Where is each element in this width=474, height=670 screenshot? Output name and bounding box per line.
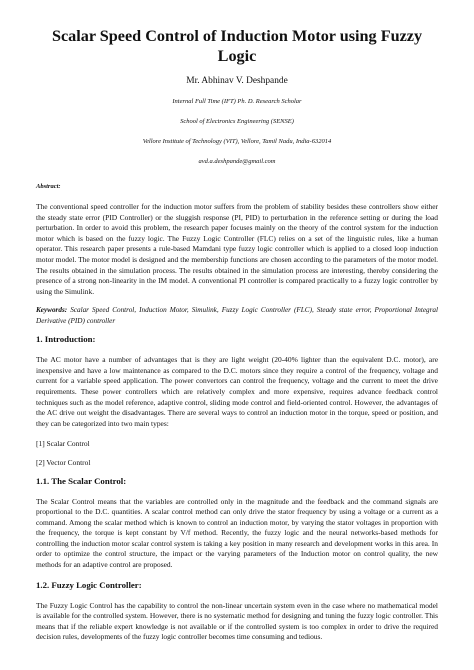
paper-title: Scalar Speed Control of Induction Motor using Fuzzy Logic: [51, 27, 423, 65]
section-heading-scalar-control: 1.1. The Scalar Control:: [36, 475, 127, 486]
abstract-text: The conventional speed controller for the induction motor suffers from the problem of stability besides these controllers show either the steady state error (PID Controller) or the sluggish response (PI, PID) to perturbation in the reference setting or during the load perturbation. In order to avoid this problem, the research paper focuses mainly on the theory of the control system for the induction motor which is based on the fuzzy logic. The Fuzzy Logic Controller (FLC) relies on a set of the linguistic rules, like a human operator. This research paper presents a rule-based Mamdani type fuzzy logic controller which is applied to a closed loop induction motor model. The motor model is designed and the membership functions are chosen according to the parameters of the motor model. The results obtained in the simulation process. The results obtained in the simulation process are interesting, thereby considering the presence of a strong non-linearity in the IM model. A conventional PI controller is compared practically to a fuzzy logic controller by using the Simulink.: [36, 202, 438, 296]
section-text-fuzzy-logic-controller: The Fuzzy Logic Control has the capability to control the non-linear uncertain system even in the case where no mathematical model is available for the controlled system. However, there is no systematic method for designing and tuning the fuzzy logic controller. This means that if the reliable expert knowledge is not available or if the controlled system is too complex in order to drive the required decision rules, developments of the fuzzy logic controller becomes time consuming and tedious.: [36, 600, 438, 642]
list-item: [1] Scalar Control: [36, 439, 90, 449]
author-affiliation-position: Internal Full Time (IFT) Ph. D. Research Scholar: [172, 98, 302, 105]
author-affiliation-institute: Vellore Institute of Technology (VIT), Vellore, Tamil Nadu, India-632014: [142, 138, 332, 145]
keywords-label: Keywords:: [36, 306, 68, 315]
keywords: [36, 305, 438, 326]
author-email: avd.a.deshpande@gmail.com: [198, 158, 276, 165]
section-heading-fuzzy-logic-controller: 1.2. Fuzzy Logic Controller:: [36, 579, 142, 590]
author-affiliation-school: School of Electronics Engineering (SENSE): [180, 118, 294, 125]
keywords-text: Scalar Speed Control, Induction Motor, Simulink, Fuzzy Logic Controller (FLC), Steady state error, Proportional Integral Derivative (PID) controller: [36, 306, 439, 325]
section-heading-introduction: 1. Introduction:: [36, 334, 96, 345]
section-text-introduction: The AC motor have a number of advantages that is they are light weight (20-40% lighter than the equivalent D.C. motor), are inexpensive and have a low maintenance as compared to the D.C. motors since they require a control of the frequency, voltage and current for a variable speed application. The power convertors can control the frequency, voltage and the current to meet the drive requirements. These power controllers which are relatively complex and more expensive, requires advance feedback control techniques such as the model reference, adaptive control, sliding mode control and field-oriented control. However, the advantages of the AC drive out weight the disadvantages. There are several ways to control an induction motor in the torque, speed or position, and they can be categorized into two main types:: [36, 355, 438, 428]
author-name: Mr. Abhinav V. Deshpande: [186, 76, 288, 86]
abstract-label: Abstract:: [36, 183, 61, 190]
section-text-scalar-control: The Scalar Control means that the variables are controlled only in the magnitude and the feedback and the command signals are proportional to the D.C. quantities. A scalar control method can only drive the stator frequency by using a voltage or a current as a command. Among the scalar method which is known to control an induction motor, by varying the stator voltages in proportion with the frequency, the torque is kept constant by V/f method. Recently, the fuzzy logic and the neural networks-based methods for controlling the induction motor scalar control system is taking a key position in many research and development works in this area. In order to optimize the control structure, the impact or the varying parameters of the Induction motor on control quality, the new methods for an adaptive control are proposed.: [36, 496, 438, 570]
list-item: [2] Vector Control: [36, 457, 91, 467]
